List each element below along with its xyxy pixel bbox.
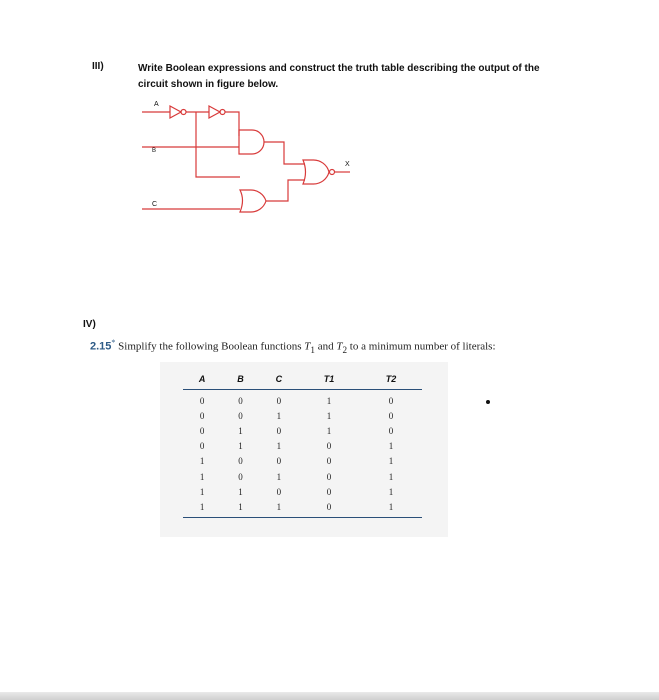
table-cell: 1 xyxy=(276,471,282,482)
output-x-label: X xyxy=(345,161,350,168)
input-a-label: A xyxy=(154,101,159,108)
page-bottom-edge xyxy=(0,692,659,700)
or-gate xyxy=(240,190,266,212)
table-cell: 1 xyxy=(238,425,243,436)
problem-text-after: to a minimum number of literals: xyxy=(347,340,496,353)
table-row xyxy=(183,439,422,454)
table-cell: 1 xyxy=(199,471,205,482)
question-4-label: IV) xyxy=(83,319,96,330)
table-row xyxy=(183,469,422,484)
table-cell: 1 xyxy=(183,499,221,517)
table-row xyxy=(183,499,422,517)
wire-or-output xyxy=(266,180,305,201)
table-cell: 0 xyxy=(276,425,282,436)
and-gate-1 xyxy=(239,130,264,154)
table-cell: 1 xyxy=(360,499,422,517)
header-c: C xyxy=(260,369,298,390)
wire-branch-to-or xyxy=(196,112,240,177)
table-cell: 0 xyxy=(199,410,205,421)
table-cell: 1 xyxy=(276,410,282,421)
table-cell: 0 xyxy=(238,410,243,421)
header-b: B xyxy=(221,369,259,390)
input-b-label: B xyxy=(152,148,157,154)
output-or-gate xyxy=(303,160,329,184)
table-cell: 0 xyxy=(326,441,332,452)
table-cell: 0 xyxy=(276,486,282,497)
table-cell: 1 xyxy=(199,486,205,497)
table-cell: 0 xyxy=(388,425,394,436)
table-row xyxy=(183,454,422,469)
truth-table-header xyxy=(183,369,422,390)
table-cell: 0 xyxy=(238,456,243,467)
problem-statement xyxy=(90,338,496,355)
table-row xyxy=(183,423,422,438)
problem-text-before: Simplify the following Boolean functions xyxy=(118,340,305,353)
table-cell: 1 xyxy=(388,456,394,467)
table-cell: 0 xyxy=(276,456,282,467)
input-c-label: C xyxy=(152,201,158,208)
table-row xyxy=(183,484,422,499)
problem-number: 2.15 xyxy=(90,340,112,353)
problem-and: and xyxy=(314,340,337,353)
t2-subscript: 2 xyxy=(342,344,348,355)
t1-subscript: 1 xyxy=(310,344,315,355)
table-cell: 1 xyxy=(238,486,243,497)
table-cell: 1 xyxy=(326,410,332,421)
table-cell: 0 xyxy=(388,395,394,406)
table-cell: 0 xyxy=(238,471,243,482)
problem-star: * xyxy=(111,338,116,347)
table-cell: 0 xyxy=(326,456,332,467)
t2-symbol: T xyxy=(336,340,343,353)
not-gate-2 xyxy=(209,106,220,118)
header-t1: T1 xyxy=(298,369,360,390)
question-3-text: Write Boolean expressions and construct the truth table describing the output of the circuit shown in figure below. xyxy=(138,63,540,90)
table-cell: 1 xyxy=(326,425,332,436)
table-cell: 0 xyxy=(326,486,332,497)
table-cell: 1 xyxy=(260,499,298,517)
table-cell: 1 xyxy=(326,395,332,406)
truth-table xyxy=(183,369,422,518)
table-cell: 0 xyxy=(276,395,282,406)
wire-and1-output xyxy=(264,142,305,164)
table-cell: 0 xyxy=(199,425,205,436)
table-cell: 1 xyxy=(238,441,243,452)
table-cell: 1 xyxy=(199,456,205,467)
header-a: A xyxy=(183,369,221,390)
t1-symbol: T xyxy=(304,340,311,353)
logic-circuit-diagram xyxy=(0,0,659,320)
table-row xyxy=(183,408,422,423)
table-cell: 1 xyxy=(221,499,259,517)
bullet-dot xyxy=(486,400,490,404)
table-cell: 1 xyxy=(388,486,394,497)
question-3-label: III) xyxy=(92,61,104,72)
header-t2: T2 xyxy=(360,369,422,390)
table-cell: 1 xyxy=(276,441,282,452)
table-cell: 0 xyxy=(199,441,205,452)
table-cell: 0 xyxy=(326,471,332,482)
output-gate-bubble xyxy=(330,170,335,175)
table-row xyxy=(183,390,422,409)
table-cell: 1 xyxy=(388,441,394,452)
table-cell: 0 xyxy=(199,395,205,406)
table-cell: 0 xyxy=(298,499,360,517)
wire-not2-to-and1 xyxy=(225,112,239,136)
not-gate-1 xyxy=(170,106,181,118)
table-cell: 0 xyxy=(238,395,243,406)
table-cell: 1 xyxy=(388,471,394,482)
table-cell: 0 xyxy=(388,410,394,421)
